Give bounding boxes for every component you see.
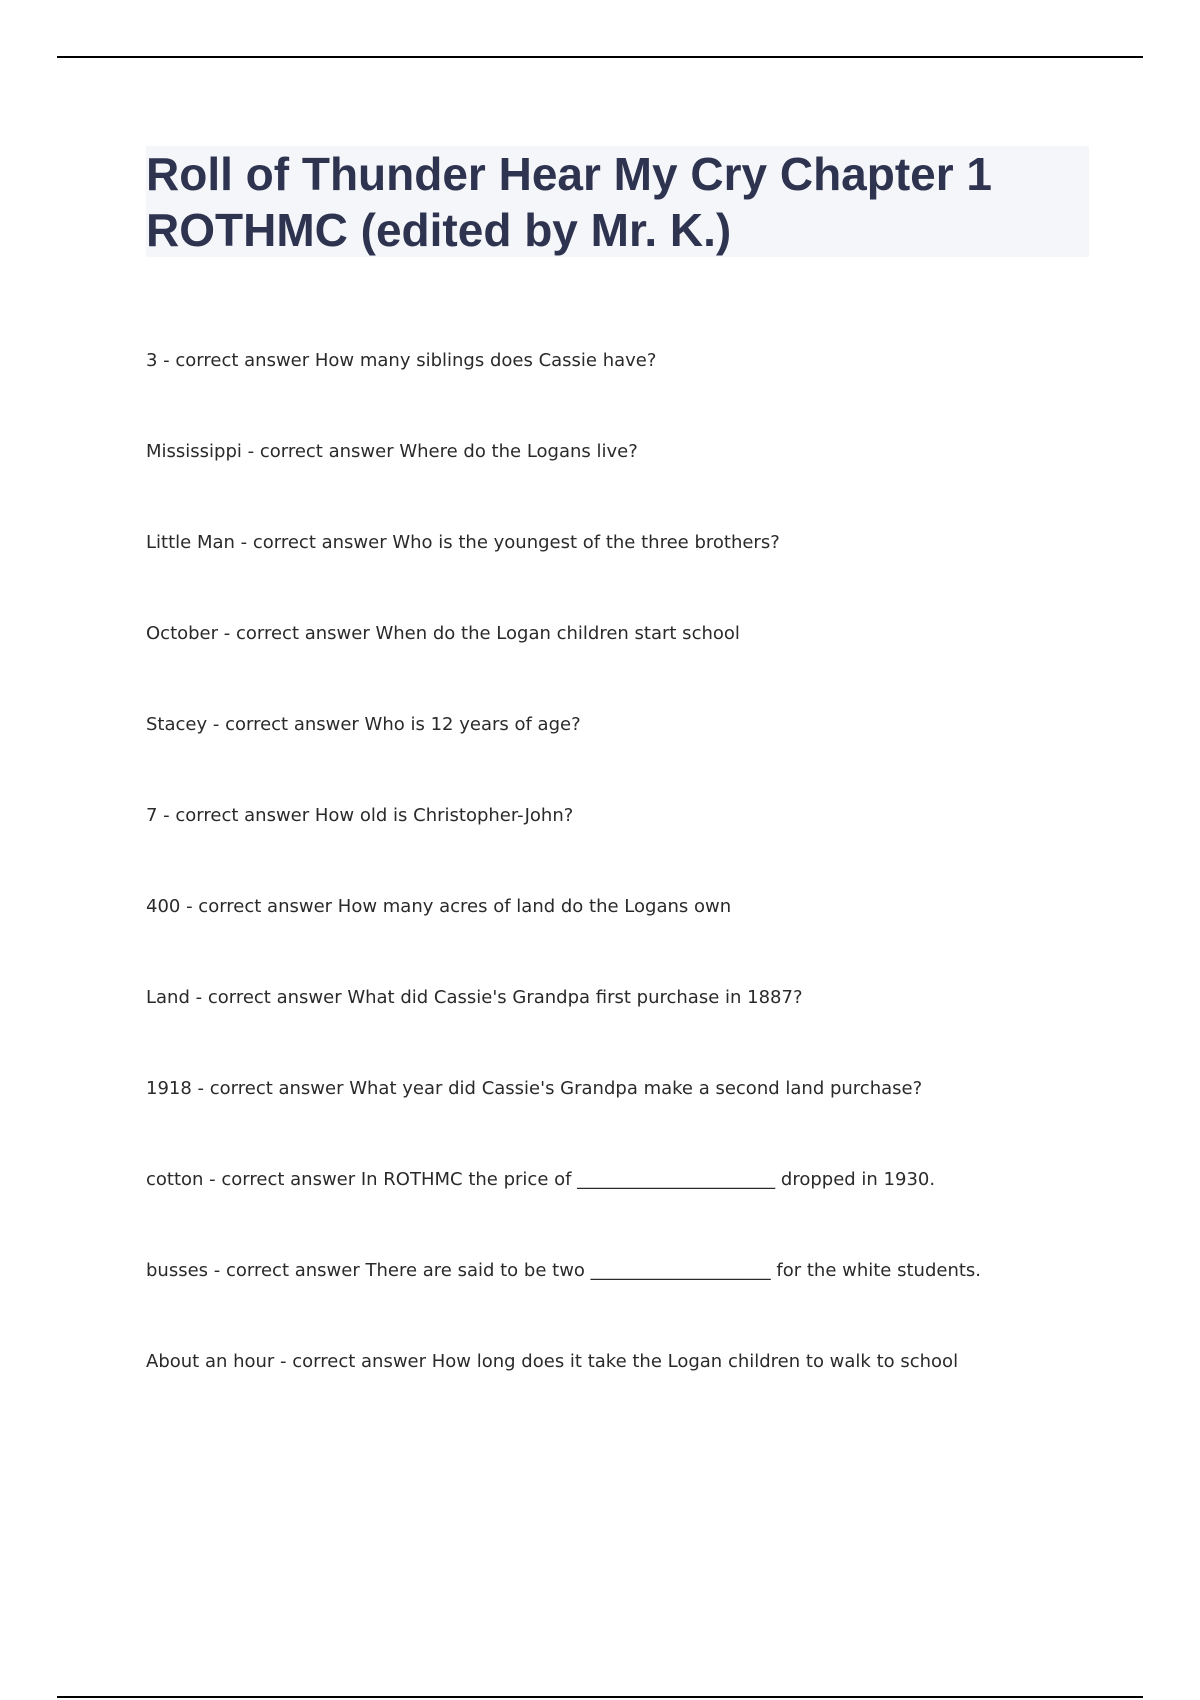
qa-item-3: Little Man - correct answer Who is the youngest of the three brothers? [146,532,780,553]
qa-item-12: About an hour - correct answer How long does it take the Logan children to walk to school [146,1351,959,1372]
qa-list [146,346,1106,1438]
qa-item-10: cotton - correct answer In ROTHMC the price of ______________________ dropped in 1930. [146,1169,936,1190]
bottom-rule [57,1696,1143,1698]
qa-item-4: October - correct answer When do the Logan children start school [146,623,740,644]
qa-item-8: Land - correct answer What did Cassie's Grandpa first purchase in 1887? [146,987,803,1008]
qa-item-7: 400 - correct answer How many acres of land do the Logans own [146,896,732,917]
qa-item-2: Mississippi - correct answer Where do the Logans live? [146,441,638,462]
title-block [146,146,1089,257]
qa-item-11: busses - correct answer There are said to be two ____________________ for the white students. [146,1260,982,1281]
qa-item-9: 1918 - correct answer What year did Cassie's Grandpa make a second land purchase? [146,1078,923,1099]
qa-item-5: Stacey - correct answer Who is 12 years of age? [146,714,581,735]
qa-item-1: 3 - correct answer How many siblings does Cassie have? [146,350,657,371]
page-title: Roll of Thunder Hear My Cry Chapter 1 ROTHMC (edited by Mr. K.) [146,148,993,256]
qa-item-6: 7 - correct answer How old is Christopher-John? [146,805,574,826]
top-rule [57,56,1143,58]
